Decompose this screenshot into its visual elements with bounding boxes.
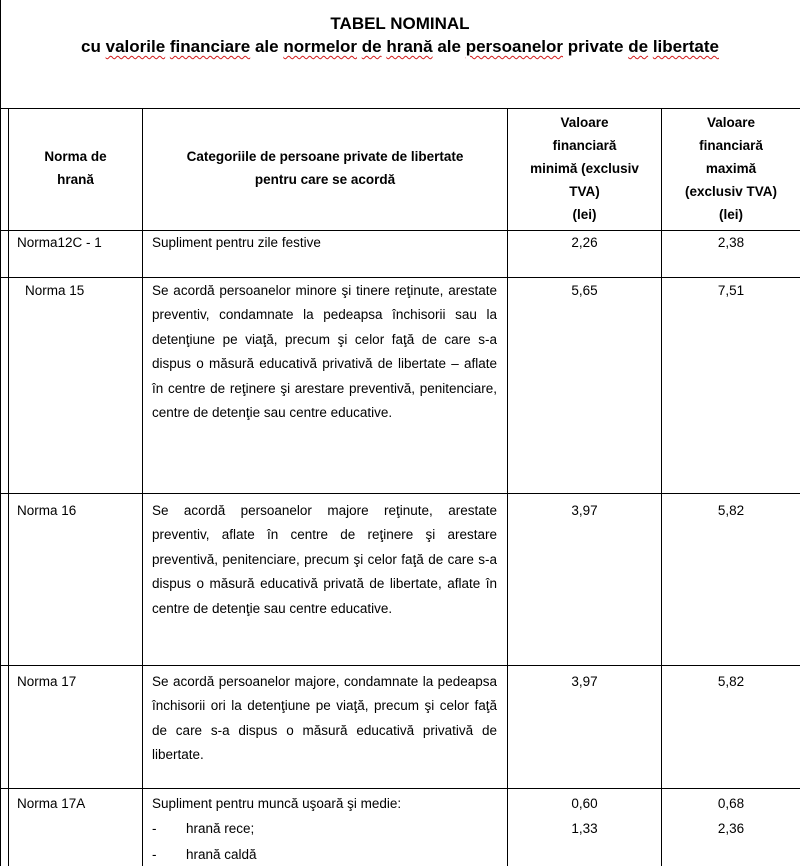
header-valoare-minima: Valoare financiară minimă (exclusiv TVA) (lei) [530, 115, 639, 222]
norma-cell: Norma12C - 1 [17, 235, 102, 250]
norma-cell: Norma 15 [25, 283, 85, 298]
page-left-border [0, 0, 1, 866]
max-value-cell: 2,38 [717, 235, 745, 250]
min-value-cell: 0,60 [571, 796, 598, 811]
header-norma: Norma de hrană [44, 149, 107, 187]
min-value-cell: 3,97 [571, 674, 598, 689]
description-cell: Se acordă persoanelor majore reţinute, arestate preventiv, aflate în centre de reţinere şi arestare preventivă, penitenciare, precum şi celor faţă de care s-a dispus o măsură educativă privată de libertate, aflate în centre de detenţie sau centre educative. [152, 503, 497, 616]
max-value-cell: 5,82 [717, 674, 745, 689]
norma-cell: Norma 17A [17, 796, 86, 811]
min-value-cell: 2,26 [571, 235, 598, 250]
header-valoare-maxima: Valoare financiară maximă (exclusiv TVA) (lei) [684, 115, 778, 222]
min-value-cell: 1,33 [571, 821, 598, 836]
max-value-cell: 5,82 [717, 503, 745, 518]
list-item: - hrană caldă [152, 847, 257, 862]
page-left-border-inner [8, 108, 9, 866]
subtitle-word: financiare [169, 37, 251, 56]
subtitle-word: ale [437, 37, 461, 56]
min-value-cell: 5,65 [571, 283, 598, 298]
document-title: TABEL NOMINAL [330, 14, 470, 33]
subtitle-word: valorile [105, 37, 166, 56]
header-categorii: Categoriile de persoane private de libertate pentru care se acordă [186, 149, 464, 187]
subtitle-word: hrană [386, 37, 433, 56]
description-cell: Se acordă persoanelor majore, condamnate la pedeapsa închisorii ori la detenţiune pe viaţă, precum şi celor faţă de care s-a dispus o măsură educativă privativă de libertate. [152, 674, 497, 763]
document-subtitle [0, 37, 800, 57]
subtitle-word: cu [81, 37, 101, 56]
subtitle-word: normelor [283, 37, 357, 56]
min-value-cell: 3,97 [571, 503, 598, 518]
description-cell: Supliment pentru muncă uşoară şi medie: [152, 796, 402, 811]
subtitle-word: private [567, 37, 624, 56]
list-item: - hrană rece; [152, 821, 255, 836]
subtitle-word: ale [254, 37, 279, 56]
subtitle-word: de [628, 37, 649, 56]
max-value-cell: 0,68 [717, 796, 745, 811]
description-cell: Supliment pentru zile festive [152, 235, 321, 250]
max-value-cell: 2,36 [717, 821, 745, 836]
norma-cell: Norma 16 [17, 503, 77, 518]
subtitle-word: de [361, 37, 382, 56]
subtitle-word: persoanelor [465, 37, 564, 56]
norma-cell: Norma 17 [17, 674, 77, 689]
subtitle-word: libertate [652, 37, 719, 56]
max-value-cell: 7,51 [717, 283, 745, 298]
description-cell: Se acordă persoanelor minore şi tinere reţinute, arestate preventiv, condamnate la pedeapsa închisorii sau la detenţiune pe viaţă, precum şi celor faţă de care s-a dispus o măsură educativă privativă de libertate – aflate în centre de reţinere şi arestare preventivă, penitenciare, centre de detenţie sau centre educative. [152, 283, 497, 421]
